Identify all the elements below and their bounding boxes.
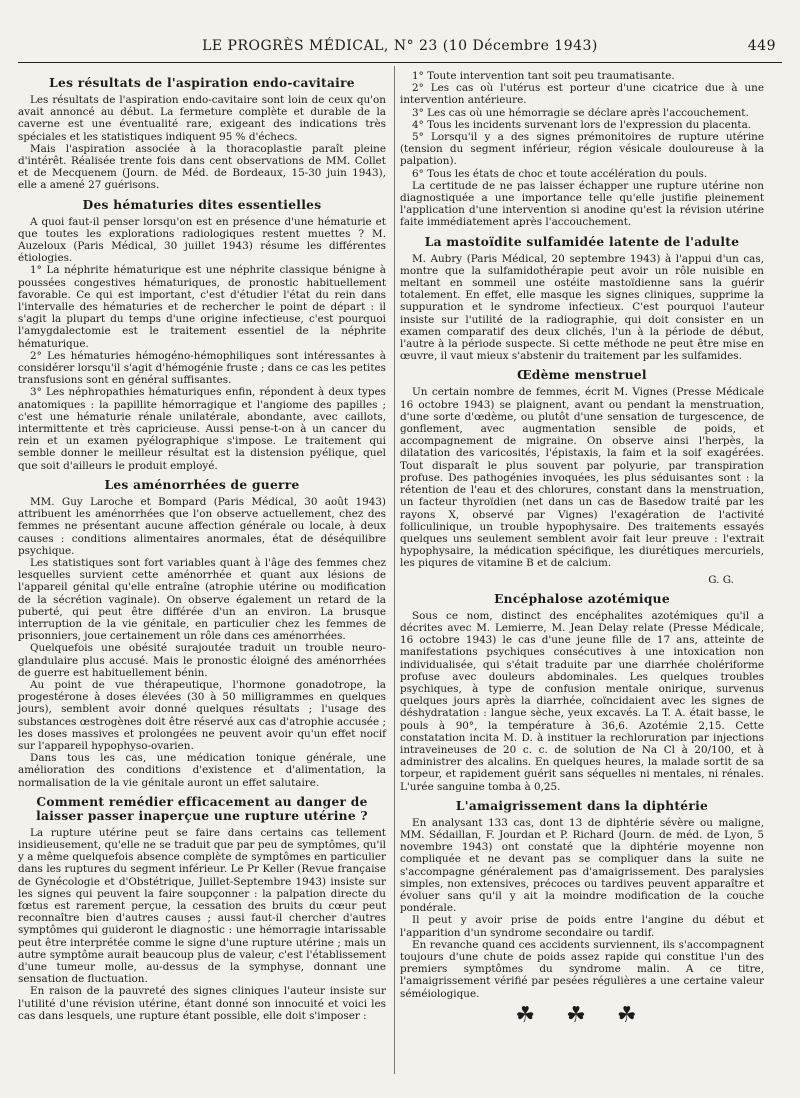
section-title-encephalose: Encéphalose azotémique bbox=[494, 591, 670, 606]
paragraph: Les résultats de l'aspiration endo-cavitaire sont loin de ceux qu'on avait annoncé au début. La fermeture complète et durable de la caverne est une éventualité rare, exigeant des indications très spéciales et les statistiques indiquent 95 % d'échecs. bbox=[18, 94, 386, 143]
list-item: 2° Les cas où l'utérus est porteur d'une cicatrice due à une intervention antérieure. bbox=[400, 82, 764, 107]
paragraph: Il peut y avoir prise de poids entre l'angine du début et l'apparition d'un syndrome secondaire ou tardif. bbox=[400, 914, 764, 939]
paragraph: 2° Les hématuries hémogéno-hémophiliques sont intéressantes à considérer lorsqu'il s'agit d'hémogénie fruste ; dans ce cas les petites transfusions sont en général suffisantes. bbox=[18, 349, 386, 387]
section-title-rupture-uterine: Comment remédier efficacement au danger de laisser passer inaperçue une rupture utérine ? bbox=[36, 794, 368, 823]
section-title-oedeme: Œdème menstruel bbox=[517, 368, 647, 383]
section-title-amenorrhees: Les aménorrhées de guerre bbox=[104, 477, 300, 492]
paragraph: Quelquefois une obésité surajoutée traduit un trouble neuro-glandulaire plus accusé. Mais le pronostic éloigné des aménorrhées de guerre est habituellement bénin. bbox=[18, 642, 386, 679]
list-item: 5° Lorsqu'il y a des signes prémonitoires de rupture utérine (tension du segment inférieur, région vésicale douloureuse à la palpation). bbox=[400, 131, 764, 168]
paragraph: En revanche quand ces accidents surviennent, ils s'accompagnent toujours d'une chute de poids assez rapide qui constitue l'un des premiers symptômes du syndrome malin. A ce titre, l'amaigrissement vérifié par pesées régulières a une certaine valeur séméiologique. bbox=[400, 938, 764, 1000]
paragraph: 3° Les néphropathies hématuriques enfin, répondent à deux types anatomiques : la papillite hémorragique et l'angiome des papilles ; c'est une hématurie rénale unilatérale, abondante, avec caillots, intermittente et très capricieuse. Aussi pense-t-on à un cancer du rein et un examen pyélographique s'impose. Le traitement qui semble donner le meilleur résultat est la distension pyélique, quel que soit d'ailleurs le produit employé. bbox=[18, 386, 386, 472]
section-title-aspiration: Les résultats de l'aspiration endo-cavitaire bbox=[49, 76, 355, 90]
paragraph: M. Aubry (Paris Médical, 20 septembre 1943) à l'appui d'un cas, montre que la sulfamidothérapie peut avoir un rôle nuisible en meltant en sommeil une ostéite mastoïdienne sans la guérir totalement. En effet, elle masque les signes cliniques, supprime la suppuration et le syndrome infectieux. C'est pourquoi l'auteur insiste sur l'utilité de la radiographie, qui doit consister en un examen comparatif des deux clichés, l'un à la période de début, l'autre à la période suspecte. Si cette méthode ne peut être mise en œuvre, il vaut mieux s'abstenir du traitement par les sulfamides. bbox=[400, 252, 764, 363]
paragraph: La rupture utérine peut se faire dans certains cas tellement insidieusement, qu'elle ne se traduit que par peu de symptômes, qu'il y a même quelquefois absence complète de symptômes en particulier dans les ruptures du segment inférieur. Le Pr Keller (Revue française de Gynécologie et d'Obstétrique, Juillet-Septembre 1943) insiste sur les signes qui peuvent la faire soupçonner : la palpation directe du fœtus est rarement perçue, la cessation des bruits du cœur peut reconnaître bien d'autres causes ; aussi faut-il chercher d'autres symptômes qui guideront le diagnostic : une hémorragie intarissable peut être interprétée comme le signe d'une rupture utérine ; mais un autre symptôme aurait beaucoup plus de valeur, c'est l'établissement d'une tumeur molle, au-dessus de la symphyse, donnant une sensation de fluctuation. bbox=[18, 826, 386, 986]
paragraph: MM. Guy Laroche et Bompard (Paris Médical, 30 août 1943) attribuent les aménorrhées que l'on observe actuellement, chez des femmes ne présentant aucune affection générale ou locale, à deux causes : conditions alimentaires anormales, état de déséquilibre psychique. bbox=[18, 495, 386, 557]
journal-header: LE PROGRÈS MÉDICAL, N° 23 (10 Décembre 1943) bbox=[202, 38, 598, 54]
paragraph: Mais l'aspiration associée à la thoracoplastie paraît pleine d'intérêt. Réalisée trente fois dans cent observations de MM. Collet et de Mecquenem (Journ. de Méd. de Bordeaux, 15-30 juin 1943), elle a amené 27 guérisons. bbox=[18, 142, 386, 192]
header-rule bbox=[18, 62, 782, 63]
left-column bbox=[18, 70, 386, 1022]
page-number: 449 bbox=[747, 38, 776, 54]
author-signature: G. G. bbox=[708, 573, 734, 586]
paragraph: 1° La néphrite hématurique est une néphrite classique bénigne à poussées congestives hématuriques, de pronostic habituellement favorable. Ce qui est important, c'est d'étudier l'état du rein dans l'intervalle des hématuries et de rechercher le point de départ : il s'agit la plupart du temps d'une origine infectieuse, c'est pourquoi l'amygdalectomie est le traitement essentiel de la néphrite hématurique. bbox=[18, 264, 386, 350]
column-divider bbox=[394, 66, 395, 1074]
section-title-diphterie: L'amaigrissement dans la diphtérie bbox=[455, 798, 709, 813]
list-item: 1° Toute intervention tant soit peu traumatisante. bbox=[412, 70, 675, 82]
right-column bbox=[400, 70, 764, 1028]
paragraph: Dans tous les cas, une médication tonique générale, une amélioration des conditions d'existence et d'alimentation, la normalisation de la vie génitale auront un effet salutaire. bbox=[18, 752, 386, 789]
paragraph: Au point de vue thérapeutique, l'hormone gonadotrope, la progestérone à doses élevées (30 à 50 milligrammes en quelques jours), semblent avoir donné quelques résultats ; l'usage des substances œstrogènes doit être réservé aux cas d'atrophie accusée ; les doses massives et prolongées ne peuvent avoir qu'un effet nocif sur l'appareil hypophyso-ovarien. bbox=[18, 678, 386, 752]
section-title-hematuries: Des hématuries dites essentielles bbox=[82, 197, 322, 212]
list-item: 4° Tous les incidents survenant lors de l'expression du placenta. bbox=[412, 118, 752, 131]
paragraph: Les statistiques sont fort variables quant à l'âge des femmes chez lesquelles survient cette aménorrhée et quant aux lésions de l'appareil génital qu'elle entraîne (atrophie utérine ou modification de la sécrétion vaginale). On observe également un retard de la puberté, qui peut être différée d'un an environ. La brusque interruption de la vie génitale, en particulier chez les femmes de prisonniers, joue certainement un rôle dans ces aménorrhées. bbox=[18, 556, 386, 643]
running-header bbox=[18, 38, 782, 60]
ornament-icon: ☘ ☘ ☘ bbox=[515, 1002, 649, 1028]
paragraph: A quoi faut-il penser lorsqu'on est en présence d'une hématurie et que toutes les explorations radiologiques restent muettes ? M. Auzeloux (Paris Médical, 30 juillet 1943) résume les différentes étiologies. bbox=[18, 215, 386, 265]
paragraph: Sous ce nom, distinct des encéphalites azotémiques qu'il a décrites avec M. Lemierre, M. Jean Delay relate (Presse Médicale, 16 octobre 1943) le cas d'une jeune fille de 17 ans, atteinte de manifestations psychiques consécutives à une intoxication non individualisée, qui s'était traduite par une diarrhée cholériforme profuse avec douleurs abdominales. Les quelques troubles psychiques, à type de confusion mentale onirique, survenus quelques jours après la diarrhée, coïncidaient avec les signes de déshydratation : langue sèche, yeux excavés. La T. A. était basse, le pouls à 90°, la température à 36,6. Azotémie 2,15. Cette constatation incita M. D. à instituer la rechloruration par injections intraveineuses de 20 c. c. de solution de Na Cl à 20/100, et à administrer des alcalins. En quelques heures, la malade sortit de sa torpeur, et rapidement guérit sans séquelles ni mentales, ni rénales. L'urée sanguine tomba à 0,25. bbox=[400, 609, 764, 793]
paragraph: En raison de la pauvreté des signes cliniques l'auteur insiste sur l'utilité d'une révision utérine, étant donné son innocuité et voici les cas dans lesquels, une rupture étant possible, elle doit s'imposer : bbox=[18, 985, 386, 1022]
list-item: 6° Tous les états de choc et toute accélération du pouls. bbox=[412, 167, 708, 180]
list-item: 3° Les cas où une hémorragie se déclare après l'accouchement. bbox=[412, 106, 749, 119]
paragraph: La certitude de ne pas laisser échapper une rupture utérine non diagnostiquée a une importance telle qu'elle justifie pleinement l'application d'une intervention si anodine qu'est la révision utérine faite immédiatement après l'accouchement. bbox=[400, 179, 764, 229]
paragraph: En analysant 133 cas, dont 13 de diphtérie sévère ou maligne, MM. Sédaillan, F. Jourdan et P. Richard (Journ. de méd. de Lyon, 5 novembre 1943) ont constaté que la diphtérie moyenne non compliquée et ne devant pas se compliquer dans la suite ne s'accompagne généralement pas d'amaigrissement. Des paralysies simples, non extensives, précoces ou tardives peuvent apparaître et évoluer sans qu'il y ait la moindre modification de la couche pondérale. bbox=[400, 816, 764, 915]
section-title-mastoidite: La mastoïdite sulfamidée latente de l'adulte bbox=[424, 234, 740, 249]
paragraph: Un certain nombre de femmes, écrit M. Vignes (Presse Médicale 16 octobre 1943) se plaignent, avant ou pendant la menstruation, d'une sorte d'œdème, ou plutôt d'une sensation de turgescence, de gonflement, avec augmentation sensible de poids, et accompagnement de migraine. On observe ainsi l'herpès, la dilatation des varicosités, l'épistaxis, la faim et la soif exagérées. Tout disparaît le plus souvent par polyurie, par transpiration profuse. Des pathogénies invoquées, les plus séduisantes sont : la rétention de l'eau et des chlorures, constant dans la menstruation, un facteur thyroïdien (net dans un cas de Basedow traité par les rayons X, observé par Vignes) l'exagération de l'activité folliculinique, un trouble hypophysaire. Des traitements essayés quelques uns seulement semblent avoir fait leur preuve : l'extrait hypophysaire, la médication spécifique, les diurétiques mercuriels, les piqures de vitamine B et de calcium. bbox=[400, 386, 764, 570]
